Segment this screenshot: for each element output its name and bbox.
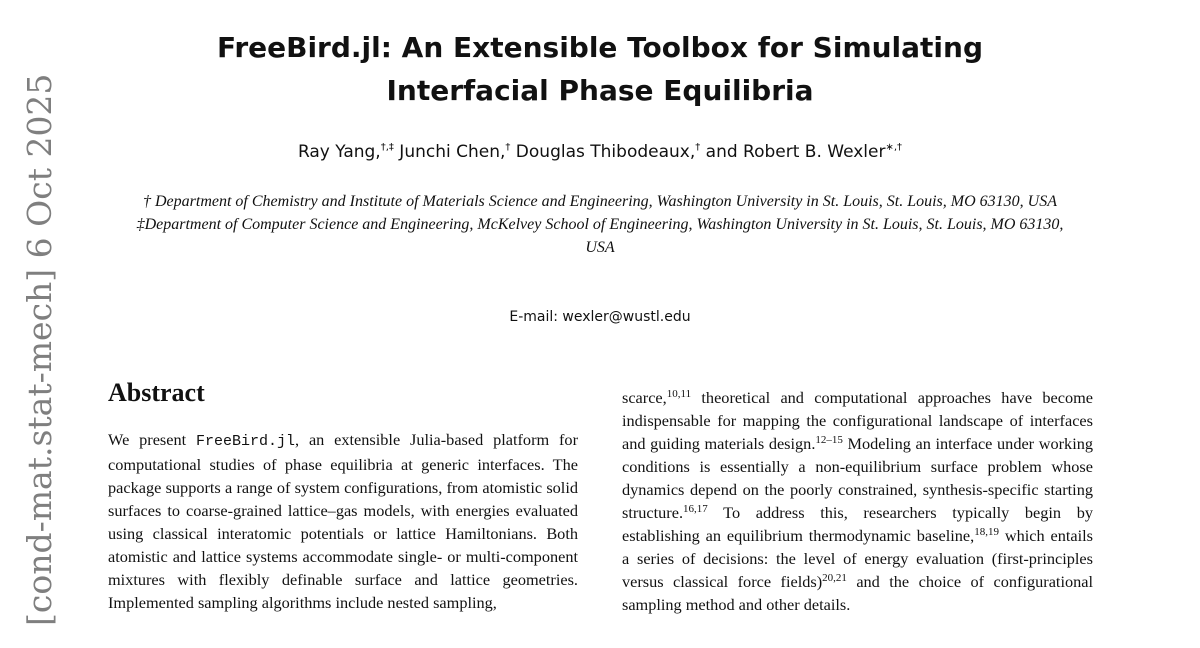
author-name: Douglas Thibodeaux, <box>510 142 696 162</box>
abstract-paragraph <box>108 428 578 614</box>
body-text-segment: theoretical and computational approaches have become indispensable for mapping the configurational landscape of interfaces and guiding materials design. <box>622 388 1093 453</box>
contact-email: E-mail: wexler@wustl.edu <box>509 309 691 325</box>
body-text-segment: scarce, <box>622 388 667 407</box>
body-text-segment: and the choice of configurational sampling method and other details. <box>622 572 1093 614</box>
abstract-body <box>108 428 578 614</box>
citation-superscript: 18,19 <box>974 526 999 538</box>
author-marks: † <box>505 142 511 153</box>
affiliations <box>130 190 1070 259</box>
author-marks: † <box>695 142 701 153</box>
author-marks: ∗,† <box>885 142 903 153</box>
paper-title <box>0 26 1200 112</box>
affiliation-2: ‡Department of Computer Science and Engineering, McKelvey School of Engineering, Washington University in St. Louis, St. Louis, MO 63130, USA <box>136 216 1064 256</box>
body-text-segment: Modeling an interface under working conditions is essentially a non-equilibrium surface problem whose dynamics depend on the poorly constrained, synthesis-specific starting structure. <box>622 434 1094 522</box>
title-line-1: FreeBird.jl: An Extensible Toolbox for Simulating <box>216 31 984 64</box>
citation-superscript: 16,17 <box>683 503 708 515</box>
abstract-text-pre: We present <box>108 430 196 449</box>
package-name-code: FreeBird.jl <box>196 433 296 450</box>
title-line-2: Interfacial Phase Equilibria <box>386 74 814 107</box>
arxiv-stamp: [cond-mat.stat-mech] 6 Oct 2025 <box>20 73 59 626</box>
author-name: Junchi Chen, <box>393 142 506 162</box>
author-list <box>0 142 1200 162</box>
right-column-text <box>622 386 1093 616</box>
abstract-text: , an extensible Julia-based platform for computational studies of phase equilibria at generic interfaces. The package supports a range of system configurations, from atomistic solid surfaces to coarse-grained lattice–gas models, with energies evaluated using classical interatomic potentials or lattice Hamiltonians. Both atomistic and lattice systems accommodate single- or multi-component mixtures with flexibly definable surface and lattice geometries. Implemented sampling algorithms include nested sampling, <box>108 430 578 612</box>
author-name: and Robert B. Wexler <box>700 142 886 162</box>
affiliation-1: † Department of Chemistry and Institute of Materials Science and Engineering, Washington University in St. Louis, St. Louis, MO 63130, USA <box>142 193 1057 210</box>
body-text-segment: which entails a series of decisions: the level of energy evaluation (first-principles versus classical force fields) <box>622 526 1093 591</box>
author-marks: †,‡ <box>380 142 394 153</box>
body-text-segment: To address this, researchers typically begin by establishing an equilibrium thermodynamic baseline, <box>622 503 1093 545</box>
citation-superscript: 12–15 <box>815 434 843 446</box>
abstract-heading: Abstract <box>108 378 205 407</box>
citation-superscript: 10,11 <box>666 388 692 400</box>
author-name: Ray Yang, <box>297 142 381 162</box>
right-column-paragraph <box>622 386 1093 616</box>
citation-superscript: 20,21 <box>822 572 847 584</box>
